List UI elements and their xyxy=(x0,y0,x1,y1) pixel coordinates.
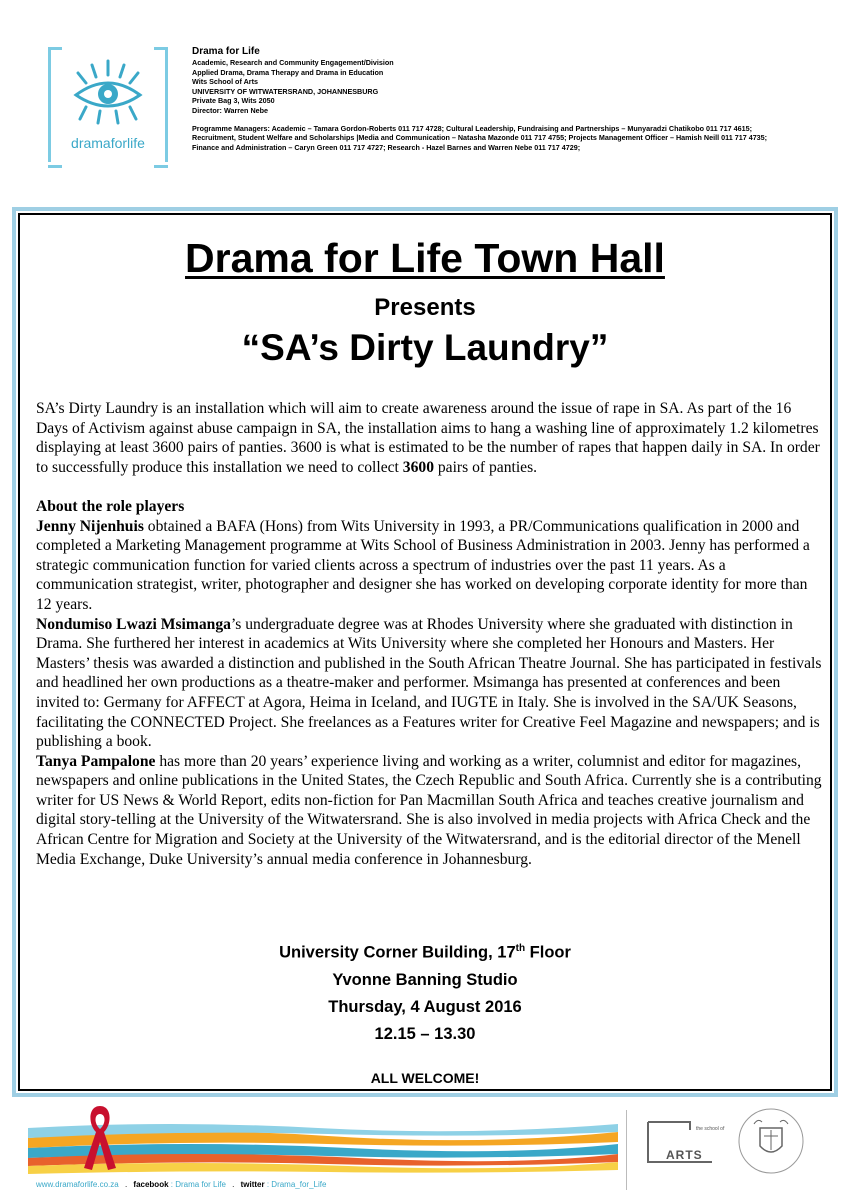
venue-building xyxy=(20,935,830,967)
twitter-link[interactable]: : Drama_for_Life xyxy=(266,1180,327,1189)
player-bio-text: has more than 20 years’ experience living and working as a writer, columnist and editor for magazines, newspapers and online publications in the United States, the Czech Republic and South Africa. Currently she is a contributing writer for US News & World Report, edits non-fiction for Pan Macmillan South Africa and teaches creative journalism and digital story-telling at the University of the Witwatersrand. She is also involved in media projects with Africa Check and the African Centre for Migration and Society at the University of the Witwatersrand, and is the editorial director of the Menell Media Exchange, Duke University’s annual media conference in Johannesburg. xyxy=(36,752,822,868)
organisation-details xyxy=(192,45,782,152)
intro-text-end: pairs of panties. xyxy=(433,458,538,476)
website-link[interactable]: www.dramaforlife.co.za xyxy=(36,1180,119,1189)
venue-floor-text: Floor xyxy=(525,943,571,962)
event-time: 12.15 – 13.30 xyxy=(374,1024,476,1043)
org-title: Drama for Life xyxy=(192,46,260,57)
org-line: Director: Warren Nebe xyxy=(192,105,269,115)
intro-text: SA’s Dirty Laundry is an installation which will aim to create awareness around the issue of rape in SA. As part of the 16 Days of Activism against abuse campaign in SA, the installation aims to hang a washing line of approximately 1.2 kilometres displaying at least 3600 pairs of panties. 3600 is what is estimated to be the number of rapes that happen daily in SA. In order to successfully produce this installation we need to collect xyxy=(36,400,820,476)
org-line: Applied Drama, Drama Therapy and Drama in Education xyxy=(192,67,384,77)
welcome-note: ALL WELCOME! xyxy=(370,1070,480,1086)
programme-managers: Programme Managers: Academic – Tamara Gordon-Roberts 011 717 4728; Cultural Leadership, Fundraising and Partnerships – Munyaradzi Chatikobo 011 717 4615; Recruitment, Student Welfare and Scholarships |Media and Communication – Natasha Mazonde 011 717 4755; Projects Management Officer – Hamish Neill 011 717 4735; Finance and Administration – Caryn Green 011 717 4727; Research - Hazel Barnes and Warren Nebe 011 717 4729; xyxy=(192,123,768,152)
event-title: “SA’s Dirty Laundry” xyxy=(241,327,609,368)
player-bio-text: ’s undergraduate degree was at Rhodes University where she graduated with distinction in Drama. She furthered her interest in academics at Wits University where she completed her Honours and Masters. Her Masters’ thesis was awarded a distinction and published in the South African Theatre Journal. She has participated in festivals and headlined her own productions as a theatre-maker and performer. Msimanga has presented at conferences and been invited to: Germany for AFFECT at Agora, Heima in Iceland, and IUGTE in Italy. She is involved in the SA/UK Seasons, facilitating the CONNECTED Project. She freelances as a Features writer for Creative Feel Magazine and newspapers; and is publishing a book. xyxy=(36,615,822,751)
arts-label: ARTS xyxy=(666,1148,703,1162)
intro-paragraph xyxy=(36,399,826,477)
presents-label: Presents xyxy=(374,294,476,321)
venue-studio: Yvonne Banning Studio xyxy=(332,970,518,989)
red-ribbon-icon xyxy=(80,1102,120,1172)
venue-details xyxy=(20,935,830,1048)
venue-building-sup: th xyxy=(515,943,526,954)
separator: . xyxy=(232,1180,235,1189)
player-bio xyxy=(36,517,826,615)
about-heading: About the role players xyxy=(36,497,185,515)
eye-logo-icon xyxy=(66,57,150,125)
intro-bold-count: 3600 xyxy=(402,458,434,476)
arts-subtitle: the school of xyxy=(696,1126,725,1132)
player-bio-text: obtained a BAFA (Hons) from Wits University in 1993, a PR/Communications qualification in 2000 and completed a Marketing Management programme at Wits School of Business Administration in 2003. Jenny has performed a strategic communication function for varied clients across a spectrum of industries over the past 11 years. As a communication strategist, writer, photographer and designer she has worked on developing corporate identity for more than 12 years. xyxy=(36,517,810,613)
twitter-label: twitter xyxy=(240,1180,265,1189)
main-content xyxy=(18,213,832,1091)
player-bio xyxy=(36,615,826,752)
logo-wordmark: dramaforlife xyxy=(71,135,145,151)
facebook-link[interactable]: : Drama for Life xyxy=(170,1180,226,1189)
event-date: Thursday, 4 August 2016 xyxy=(328,997,522,1016)
org-line: Private Bag 3, Wits 2050 xyxy=(192,96,275,106)
main-frame xyxy=(12,207,838,1097)
org-line: Academic, Research and Community Engagement/Division xyxy=(192,58,394,67)
drama-for-life-logo xyxy=(48,47,168,162)
footer-divider xyxy=(626,1110,627,1190)
player-bio xyxy=(36,752,826,870)
footer-links xyxy=(36,1180,326,1189)
player-name: Nondumiso Lwazi Msimanga xyxy=(36,615,231,633)
venue-building-text: University Corner Building, 17 xyxy=(279,943,516,962)
separator: . xyxy=(124,1180,128,1189)
player-name: Tanya Pampalone xyxy=(36,752,156,770)
org-line: UNIVERSITY OF WITWATERSRAND, JOHANNESBURG xyxy=(192,86,379,96)
player-name: Jenny Nijenhuis xyxy=(36,517,144,535)
facebook-label: facebook xyxy=(133,1180,169,1189)
wits-crest-icon xyxy=(736,1106,806,1176)
page-title: Drama for Life Town Hall xyxy=(185,235,665,281)
body-text xyxy=(36,399,826,869)
org-line: Wits School of Arts xyxy=(192,77,258,87)
